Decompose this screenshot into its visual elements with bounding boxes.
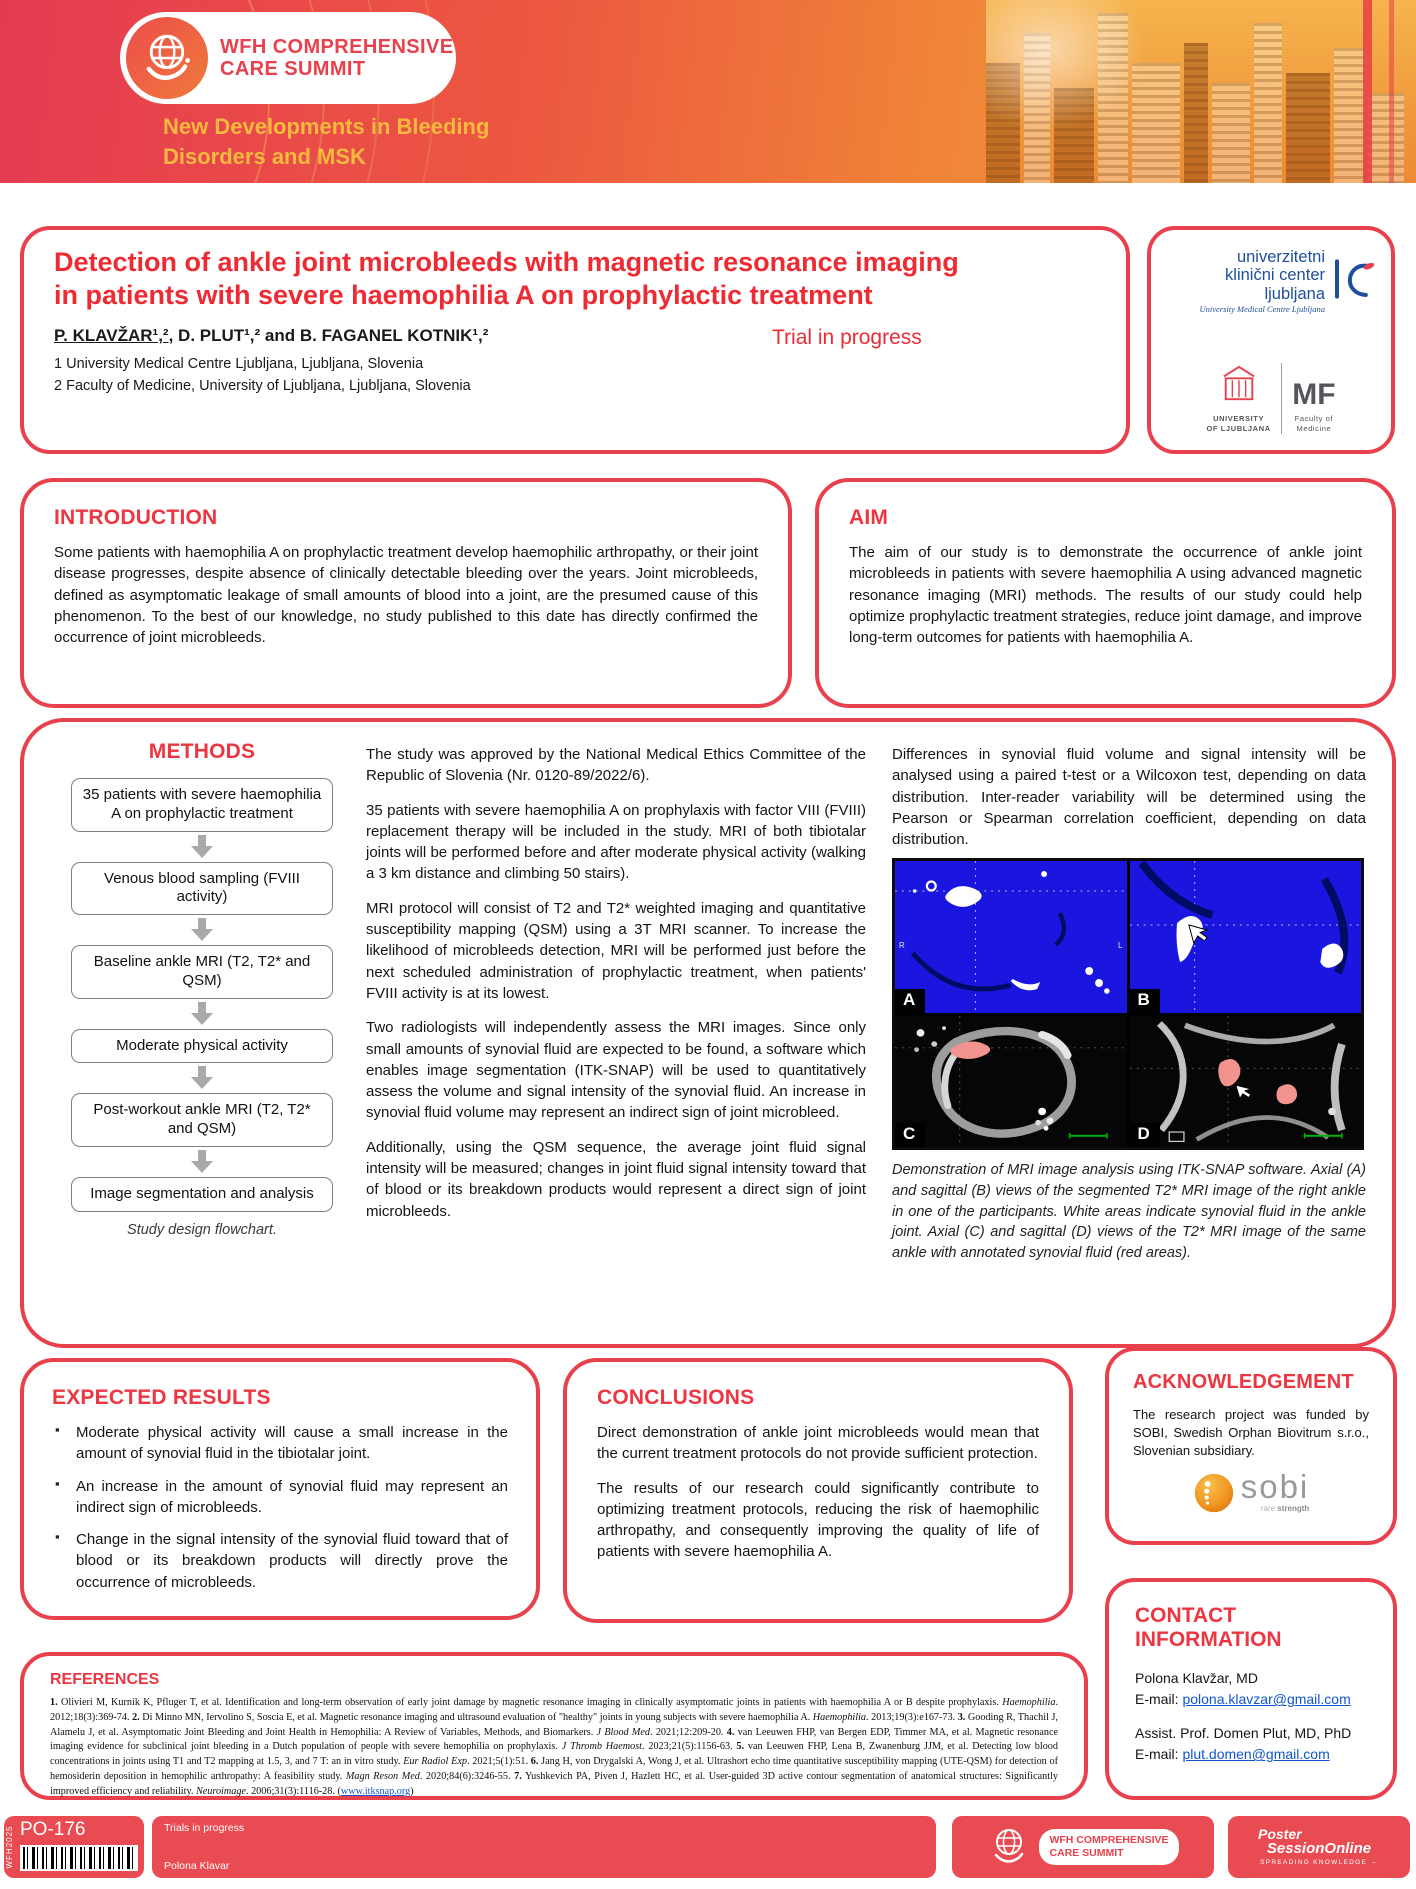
acknowledgement-text: The research project was funded by SOBI, Swedish Orphan Biovitrum s.r.o., Slovenian subsidiary. [1133,1407,1369,1458]
reference-item: 7. Yushkevich PA, Piven J, Hazlett HC, et al. User-guided 3D active contour segmentation of anatomical structures: Significantly improved efficiency and reliability. Neuroimage. 2006;31(3):1116-28. (www.itksnap.org) [50,1770,1058,1797]
contact-heading: CONTACT INFORMATION [1135,1604,1282,1652]
arrow-right-icon: → [1370,1859,1378,1867]
acknowledgement-section [1105,1347,1397,1545]
down-arrow-icon [191,1150,213,1174]
methods-stats-paragraph: Differences in synovial fluid volume and signal intensity will be analysed using a paired t-test or a Wilcoxon test, depending on data distribution. Inter-reader variability will be determined using the Pearson or Spearman correlation coefficient, depending on data distribution. [892,746,1366,849]
itk-snap-link[interactable]: www.itksnap.org [340,1785,411,1797]
poster-title-card [20,226,1130,454]
flowchart-box: Image segmentation and analysis [71,1177,333,1212]
introduction-heading: INTRODUCTION [54,506,218,529]
figure-caption: Demonstration of MRI image analysis using ITK-SNAP software. Axial (A) and sagittal (B) views of the segmented T2* MRI image of the right ankle in one of the participants. White areas indicate synovial fluid in the ankle joint. Axial (C) and sagittal (D) views of the T2* MRI image of the same ankle with annotated synovial fluid (red areas). [892,1162,1366,1261]
wfh-summit-wordmark: WFH COMPREHENSIVE CARE SUMMIT [220,35,454,80]
email-link[interactable]: plut.domen@gmail.com [1182,1746,1330,1763]
flowchart-box: Baseline ankle MRI (T2, T2* and QSM) [71,945,333,999]
methods-paragraph: The study was approved by the National Medical Ethics Committee of the Republic of Slovenia (Nr. 0120-89/2022/6). [366,746,866,785]
contact-email-line: E-mail: polona.klavzar@gmail.com [1135,1691,1351,1708]
mri-panel-sagittal-segmented [1130,861,1362,1013]
reference-item: 4. van Leeuwen FHP, van Bergen EDP, Timmer MA, et al. Magnetic resonance imaging evidence for subclinical joint bleeding in a Dutch population of people with severe hemophilia on prophylaxis. J Thromb Haemost. 2023;21(5):1156-63. [50,1726,1059,1753]
down-arrow-icon [191,835,213,859]
references-text [50,1696,1058,1799]
references-heading: REFERENCES [50,1671,160,1688]
contact-entry [1135,1668,1367,1710]
globe-hand-icon [987,1823,1031,1872]
ukc-mark-icon [1329,256,1377,307]
introduction-section [20,478,792,708]
expected-results-heading: EXPECTED RESULTS [52,1386,271,1409]
orientation-marker: R [899,940,905,950]
flowchart-caption: Study design flowchart. [127,1221,277,1238]
flowchart-box: 35 patients with severe haemophilia A on prophylactic treatment [71,778,333,832]
methods-paragraph: Additionally, using the QSM sequence, the average joint fluid signal intensity will be measured; changes in joint fluid signal intensity toward that of blood or its breakdown products would represent a direct sign of joint microbleeds. [366,1138,866,1220]
contact-entries [1135,1668,1367,1765]
study-flowchart [71,778,333,1212]
conclusions-section [563,1358,1073,1623]
reference-item: 5. van Leeuwen FHP, Lena B, Zwanenburg JJM, et al. Detecting low blood concentrations in joints using T1 and T2 mapping at 1.5, 3, and 7 T: an in vitro study. Eur Radiol Exp. 2021;5(1):51. [50,1741,1058,1768]
authors-line [54,326,1096,346]
methods-heading: METHODS [148,740,256,763]
page-title: Detection of ankle joint microbleeds with magnetic resonance imaging in patients with severe haemophilia A on prophylactic treatment [54,247,959,310]
flowchart-box: Venous blood sampling (FVIII activity) [71,862,333,916]
affiliations [54,354,1096,398]
references-section [20,1652,1088,1800]
university-building-icon [1220,363,1258,410]
trial-status-label: Trial in progress [772,326,922,349]
methods-text-column [366,744,866,1235]
contact-name: Polona Klavžar, MD [1135,1670,1258,1687]
methods-paragraph: 35 patients with severe haemophilia A on prophylaxis with factor VIII (FVIII) replacement therapy will be included in the study. MRI of both tibiotalar joints will be performed before and after moderate physical activity (walking a 3 km distance and climbing 50 stairs). [366,801,866,883]
contact-entry [1135,1723,1367,1765]
mri-panel-sagittal-annotated [1130,1016,1362,1147]
flowchart-step [71,945,333,1029]
institution-logos-card [1147,226,1395,454]
footer-info-box [152,1816,936,1878]
reference-item: 6. Jang H, von Drygalski A, Wong J, et al. Ultrashort echo time quantitative susceptibility mapping (UTE-QSM) for detection of hemosiderin deposition in hemophilic arthropathy: A feasibility study. Magn Reson Med. 2020;84(6):3246-55. [50,1756,1058,1782]
expected-result-item: ▪ An increase in the amount of synovial fluid may represent an indirect sign of microbleeds. [52,1476,508,1519]
panel-label-a: A [895,989,925,1013]
flowchart-step [71,1029,333,1094]
methods-paragraph: MRI protocol will consist of T2 and T2* weighted imaging and quantitative susceptibility mapping (QSM) using a 3T MRI scanner. To increase the likelihood of microbleeds detection, MRI will be performed just before the next scheduled administration of prophylactic treatment, when patients' FVIII activity is at its lowest. [366,899,866,1002]
flowchart-step [71,1177,333,1212]
aim-heading: AIM [849,506,889,529]
barcode [20,1845,138,1871]
mri-figure [892,858,1364,1150]
footer-wfh-logo-box [952,1816,1214,1878]
contact-name: Assist. Prof. Domen Plut, MD, PhD [1135,1725,1352,1742]
aim-text: The aim of our study is to demonstrate the occurrence of ankle joint microbleeds in patients with severe haemophilia A using advanced magnetic resonance imaging (MRI) methods. The results of our study could help optimize prophylactic treatment strategies, reduce joint damage, and improve long-term outcomes for patients with haemophilia A. [849,544,1362,647]
expected-results-list [52,1422,508,1593]
co-authors: , D. PLUT¹,² and B. FAGANEL KOTNIK¹,² [168,325,489,345]
conclusions-text [597,1422,1039,1563]
sobi-tagline: rare strength [1260,1503,1310,1513]
footer-category: Trials in progress [164,1822,245,1834]
event-subtitle: New Developments in Bleeding Disorders and MSK [163,114,490,170]
globe-hand-icon [126,17,208,99]
poster-session-online-logo: Poster SessionOnline SPREADING KNOWLEDGE → [1228,1816,1410,1878]
sobi-logo [1133,1467,1369,1519]
orientation-marker: L [1118,940,1123,950]
flowchart-step [71,778,333,862]
reference-item: 2. Di Minno MN, Iervolino S, Soscia E, et al. Magnetic resonance imaging and ultrasound evaluation of "healthy" joints in young subjects with severe haemophilia A. Haemophilia. 2013;19(3):e167-73. [132,1711,958,1723]
expected-result-item: ▪ Change in the signal intensity of the synovial fluid toward that of blood or its breakdown products will directly prove the occurrence of microbleeds. [52,1529,508,1593]
methods-section [20,718,1396,1348]
poster-id-box [4,1816,144,1878]
affiliation-line: 1 University Medical Centre Ljubljana, Ljubljana, Slovenia [54,355,424,372]
expected-result-item: ▪ Moderate physical activity will cause a small increase in the amount of synovial fluid in the tibiotalar joint. [52,1422,508,1465]
event-year-label: WFH2025 [5,1825,14,1869]
panel-label-d: D [1130,1123,1160,1147]
footer-wfh-wordmark: WFH COMPREHENSIVE CARE SUMMIT [1039,1829,1178,1865]
methods-figure-column [892,744,1366,1263]
down-arrow-icon [191,1066,213,1090]
conclusions-paragraph: Direct demonstration of ankle joint microbleeds would mean that the current treatment protocols do not provide sufficient protection. [597,1424,1039,1463]
header-red-accent [1363,0,1372,183]
mf-abbreviation: MF [1292,377,1336,411]
introduction-text: Some patients with haemophilia A on prophylactic treatment develop haemophilic arthropathy, or their joint disease progresses, despite absence of clinically detectable bleeding over the years. Joint microbleeds, defined as asymptomatic leakage of small amounts of blood into a joint, are the presumed cause of this phenomenon. To the best of our knowledge, no study published to this date has directly confirmed the occurrence of joint microbleeds. [54,544,758,647]
faculty-of-medicine-logo: UNIVERSITY OF LJUBLJANA MF Faculty of Medicine [1206,363,1335,434]
affiliation-line: 2 Faculty of Medicine, University of Ljubljana, Ljubljana, Slovenia [54,377,471,394]
mri-panel-axial-segmented [895,861,1127,1013]
city-skyline-image [986,0,1416,183]
footer-author: Polona Klavar [164,1860,230,1872]
pso-tagline: SPREADING KNOWLEDGE → [1260,1859,1378,1867]
reference-item: 3. Gooding R, Thachil J, Alamelu J, et al. Asymptomatic Joint Bleeding and Joint Health in Hemophilia: A Review of Variables, Methods, and Biomarkers. J Blood Med. 2021;12:209-20. [50,1711,1058,1738]
panel-label-c: C [895,1123,925,1147]
flowchart-box: Post-workout ankle MRI (T2, T2* and QSM) [71,1093,333,1147]
email-link[interactable]: polona.klavzar@gmail.com [1182,1691,1351,1708]
panel-label-b: B [1130,989,1160,1013]
conclusions-heading: CONCLUSIONS [597,1386,755,1409]
down-arrow-icon [191,918,213,942]
acknowledgement-heading: ACKNOWLEDGEMENT [1133,1371,1354,1393]
aim-section [815,478,1396,708]
methods-flowchart-column [52,740,352,1238]
flowchart-box: Moderate physical activity [71,1029,333,1064]
contact-email-line: E-mail: plut.domen@gmail.com [1135,1746,1330,1763]
down-arrow-icon [191,1002,213,1026]
reference-item: 1. Olivieri M, Kurnik K, Pfluger T, et al. Identification and long-term observation of early joint damage by magnetic resonance imaging in clinically asymptomatic joints in patients with haemophilia A or B despite prophylaxis. Haemophilia. 2012;18(3):369-74. [50,1697,1058,1723]
first-author: P. KLAVŽAR¹,² [54,325,169,345]
expected-results-section [20,1358,540,1620]
wfh-summit-logo [120,12,456,104]
sobi-wordmark: sobi [1240,1467,1310,1505]
sobi-sphere-icon [1193,1472,1235,1519]
methods-paragraph: Two radiologists will independently assess the MRI images. Since only small amounts of synovial fluid are expected to be found, a software which enables image segmentation (ITK-SNAP) will be used to quantitatively assess the volume and signal intensity of the synovial fluid. An increase in synovial fluid volume may represent an indirect sign of joint microbleed. [366,1019,866,1122]
contact-section [1105,1578,1397,1800]
header-banner [0,0,1416,183]
poster-number: PO-176 [20,1819,86,1840]
flowchart-step [71,862,333,946]
ukc-ljubljana-logo: univerzitetni klinični center ljubljana University Medical Centre Ljubljana [1165,248,1377,315]
conclusions-paragraph: The results of our research could significantly contribute to optimizing treatment protocols, reducing the risk of haemophilic arthropathy, and consequently improving the quality of life of patients with severe haemophilia A. [597,1479,1039,1561]
mri-panel-axial-annotated [895,1016,1127,1147]
flowchart-step [71,1093,333,1177]
header-red-accent [1389,0,1394,183]
